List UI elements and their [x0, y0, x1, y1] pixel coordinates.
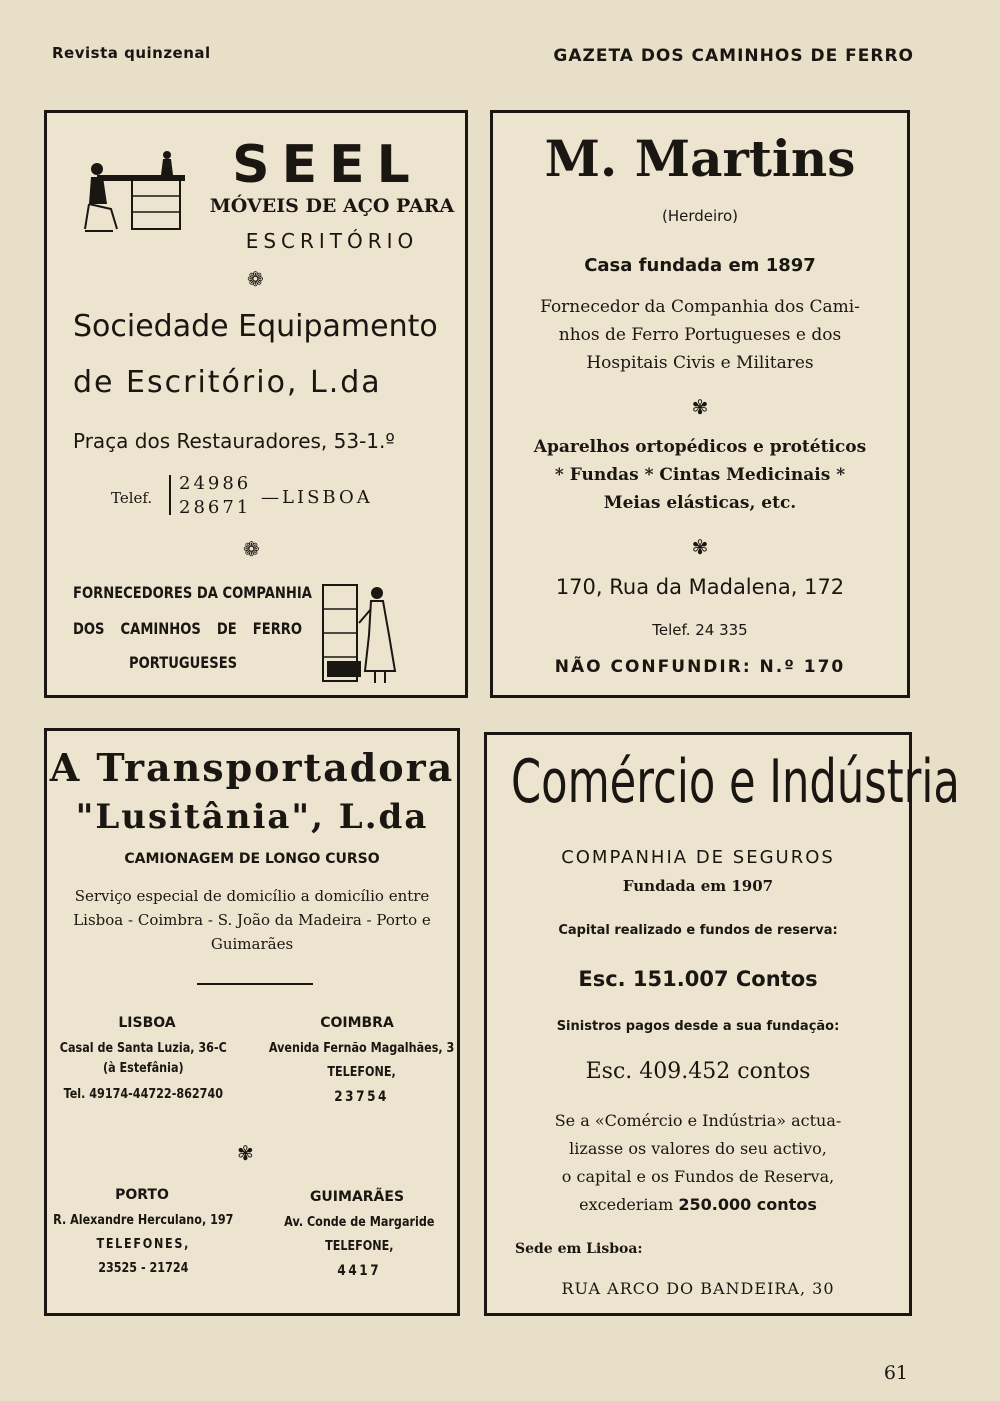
transportadora-tagline: CAMIONAGEM DE LONGO CURSO — [124, 851, 380, 867]
transportadora-service-2: Lisboa - Coimbra - S. João da Madeira - Porto e — [73, 911, 431, 929]
office-guimaraes-line-2: TELEFONE, — [325, 1239, 394, 1254]
comercio-paragraph-4-prefix: excederiam — [579, 1195, 674, 1214]
comercio-subtitle: COMPANHIA DE SEGUROS — [561, 847, 835, 868]
martins-name: M. Martins — [544, 129, 856, 188]
martins-warning: NÃO CONFUNDIR: N.º 170 — [554, 657, 846, 677]
comercio-claims-value: Esc. 409.452 contos — [585, 1059, 811, 1084]
comercio-paragraph-4 — [487, 1195, 909, 1214]
flower-ornament-icon: ✾ — [237, 1141, 254, 1165]
seel-brand: SEEL — [232, 135, 422, 195]
martins-products-line-3: Meias elásticas, etc. — [603, 493, 797, 513]
transportadora-title-2: "Lusitânia", L.da — [75, 797, 429, 837]
header-left: Revista quinzenal — [52, 44, 211, 62]
seel-company-line-1: Sociedade Equipamento — [73, 309, 438, 344]
seel-phone-1: 24986 — [179, 473, 252, 494]
seel-supplier-line-1: FORNECEDORES DA COMPANHIA — [73, 583, 312, 602]
seel-city: —LISBOA — [261, 487, 373, 508]
office-coimbra-line-1: Avenida Fernão Magalhães, 3 — [268, 1041, 455, 1056]
seel-phone-brace — [169, 475, 171, 515]
martins-supplier-line-1: Fornecedor da Companhia dos Cami- — [540, 297, 860, 317]
martins-products-line-1: Aparelhos ortopédicos e protéticos — [533, 437, 867, 457]
seel-phone-2: 28671 — [179, 497, 252, 518]
filing-cabinet-illustration — [317, 579, 407, 687]
martins-heir: (Herdeiro) — [661, 207, 739, 225]
office-guimaraes-line-3: 4417 — [337, 1263, 382, 1279]
seel-subtitle-1: MÓVEIS DE AÇO PARA — [209, 195, 455, 217]
office-lisboa-line-2: (à Estefânia) — [102, 1061, 184, 1076]
spiral-ornament-icon: ❁ — [247, 267, 264, 291]
comercio-paragraph-1: Se a «Comércio e Indústria» actua- — [554, 1111, 842, 1130]
page-number: 61 — [883, 1362, 908, 1384]
transportadora-service-3: Guimarães — [210, 935, 294, 953]
comercio-capital-value: Esc. 151.007 Contos — [578, 967, 818, 991]
martins-phone: Telef. 24 335 — [652, 621, 748, 639]
office-porto-line-3: 23525 - 21724 — [98, 1261, 189, 1276]
office-lisboa-city: LISBOA — [118, 1015, 176, 1031]
office-coimbra-line-2: TELEFONE, — [327, 1065, 396, 1080]
office-desk-illustration — [77, 149, 192, 241]
ad-comercio-industria — [484, 732, 960, 1316]
seel-supplier-line-3: PORTUGUESES — [129, 653, 238, 672]
comercio-capital-label: Capital realizado e fundos de reserva: — [558, 923, 838, 938]
divider-rule — [197, 983, 313, 985]
martins-products-line-2: * Fundas * Cintas Medicinais * — [554, 465, 846, 485]
transportadora-title-1: A Transportadora — [49, 745, 455, 790]
seel-supplier-line-2: DOS CAMINHOS DE FERRO — [73, 619, 303, 638]
seel-telef-label: Telef. — [111, 489, 153, 507]
office-coimbra-city: COIMBRA — [320, 1015, 394, 1031]
ad-martins — [490, 110, 910, 698]
office-lisboa-line-1: Casal de Santa Luzia, 36-C — [59, 1041, 227, 1056]
comercio-hq-label: Sede em Lisboa: — [515, 1241, 643, 1257]
spiral-ornament-icon: ❁ — [243, 537, 260, 561]
header-right: GAZETA DOS CAMINHOS DE FERRO — [553, 46, 914, 66]
office-coimbra-line-3: 23754 — [334, 1089, 389, 1105]
ad-transportadora — [44, 728, 460, 1316]
office-guimaraes-city: GUIMARÃES — [309, 1189, 405, 1205]
flower-ornament-icon: ✾ — [691, 395, 709, 419]
ad-seel — [44, 110, 468, 698]
comercio-paragraph-2: lizasse os valores do seu activo, — [569, 1139, 827, 1158]
comercio-claims-label: Sinistros pagos desde a sua fundação: — [556, 1019, 840, 1034]
seel-company-line-2: de Escritório, L.da — [73, 365, 382, 400]
office-guimaraes-line-1: Av. Conde de Margaride — [284, 1215, 435, 1230]
transportadora-service-1: Serviço especial de domicílio a domicílio entre — [74, 887, 430, 905]
office-porto-city: PORTO — [115, 1187, 169, 1203]
comercio-founded: Fundada em 1907 — [622, 877, 774, 895]
seel-subtitle-2: ESCRITÓRIO — [245, 229, 419, 253]
martins-supplier-line-3: Hospitais Civis e Militares — [586, 353, 814, 373]
seel-address: Praça dos Restauradores, 53-1.º — [73, 429, 395, 453]
comercio-title: Comércio e Indústria — [511, 747, 960, 817]
martins-founded: Casa fundada em 1897 — [584, 255, 816, 276]
office-porto-line-1: R. Alexandre Herculano, 197 — [53, 1213, 234, 1228]
office-lisboa-line-3: Tel. 49174-44722-862740 — [63, 1087, 224, 1102]
flower-ornament-icon: ✾ — [691, 535, 709, 559]
comercio-paragraph-4-bold: 250.000 contos — [678, 1195, 817, 1214]
martins-supplier-line-2: nhos de Ferro Portugueses e dos — [558, 325, 842, 345]
office-porto-line-2: TELEFONES, — [96, 1237, 191, 1252]
comercio-hq-address: RUA ARCO DO BANDEIRA, 30 — [561, 1279, 835, 1298]
martins-address: 170, Rua da Madalena, 172 — [555, 575, 845, 599]
comercio-paragraph-3: o capital e os Fundos de Reserva, — [561, 1167, 835, 1186]
